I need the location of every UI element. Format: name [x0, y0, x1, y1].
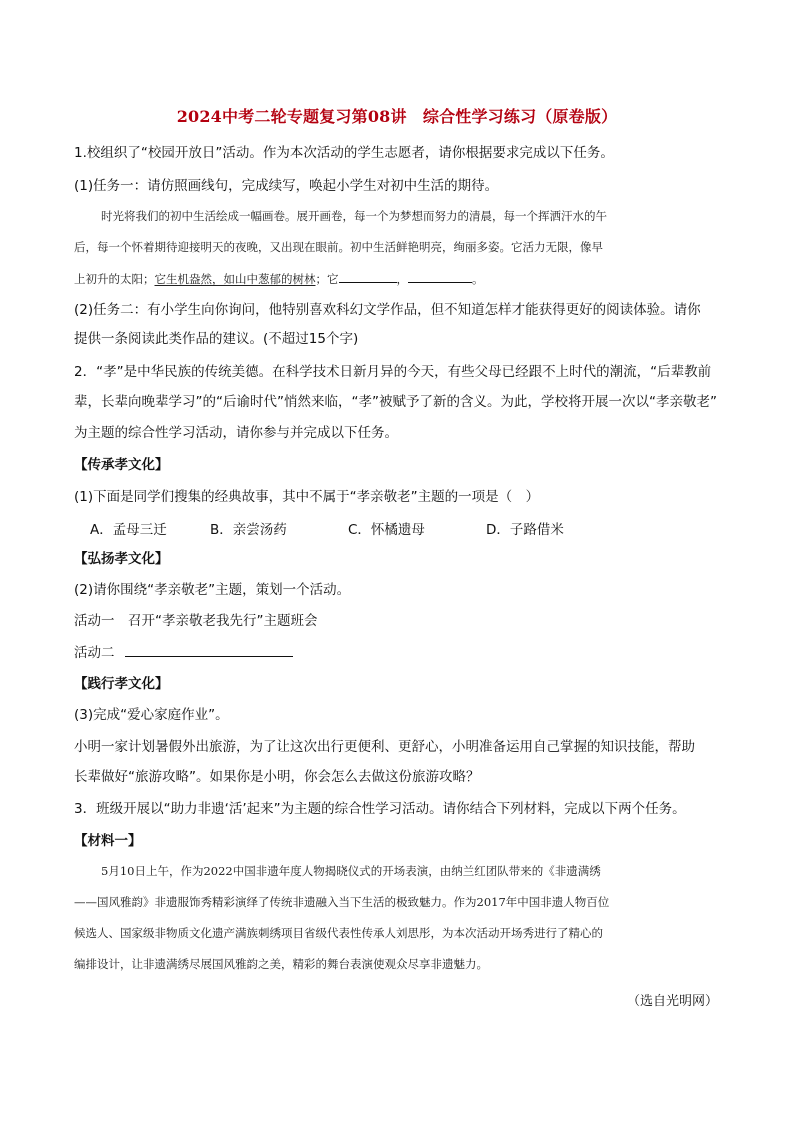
q1-passage-line-2: 后，每一个怀着期待迎接明天的夜晚，又出现在眼前。初中生活鲜艳明亮，绚丽多姿。它活力无限，像早 — [74, 240, 603, 254]
activity-one: 活动一 召开“孝亲敬老我先行”主题班会 — [74, 613, 318, 629]
q3-intro: 3．班级开展以“助力非遗‘活’起来”为主题的综合性学习活动。请你结合下列材料，完成以下两个任务。 — [74, 801, 686, 817]
section-heading-inherit: 【传承孝文化】 — [74, 457, 169, 473]
q1-passage-line-1: 时光将我们的初中生活绘成一幅画卷。展开画卷，每一个为梦想而努力的清晨，每一个挥洒汗水的午 — [101, 209, 607, 223]
q1-task1: (1)任务一：请仿照画线句，完成续写，唤起小学生对初中生活的期待。 — [74, 178, 499, 194]
passage-text: 上初升的太阳； — [74, 272, 155, 286]
material-line-3: 候选人、国家级非物质文化遗产满族刺绣项目省级代表性传承人刘思彤，为本次活动开场秀进行了精心的 — [74, 926, 603, 940]
q2-sub2: (2)请你围绕“孝亲敬老”主题，策划一个活动。 — [74, 582, 351, 598]
option-c[interactable]: C．怀橘遗母 — [348, 522, 425, 538]
material-one-heading: 【材料一】 — [74, 833, 142, 849]
q2-intro-line-2: 辈，长辈向晚辈学习”的“后谕时代”悄然来临，“孝”被赋予了新的含义。为此，学校将开展一次以“孝亲敬老” — [74, 394, 717, 410]
material-line-4: 编排设计，让非遗满绣尽展国风雅韵之美，精彩的舞台表演使观众尽享非遗魅力。 — [74, 957, 488, 971]
activity-two-label: 活动二 — [74, 645, 115, 661]
q2-intro-line-3: 为主题的综合性学习活动，请你参与并完成以下任务。 — [74, 425, 398, 441]
answer-blank-1[interactable] — [339, 269, 397, 283]
passage-text: 。 — [472, 272, 484, 286]
material-line-2: ——国风雅韵》非遗服饰秀精彩演绎了传统非遗融入当下生活的极致魅力。作为2017年中国非遗人物百位 — [74, 895, 610, 909]
activity-two — [74, 643, 293, 663]
q2-sub3-text-line-1: 小明一家计划暑假外出旅游，为了让这次出行更便利、更舒心，小明准备运用自己掌握的知识技能，帮助 — [74, 739, 695, 755]
material-line-1: 5月10日上午，作为2022中国非遗年度人物揭晓仪式的开场表演，由纳兰红团队带来的《非遗满绣 — [101, 864, 601, 878]
section-heading-promote: 【弘扬孝文化】 — [74, 551, 169, 567]
q1-intro: 1.校组织了“校园开放日”活动。作为本次活动的学生志愿者，请你根据要求完成以下任务。 — [74, 145, 614, 161]
material-source: （选自光明网） — [626, 994, 718, 1009]
q1-passage-line-3 — [74, 269, 484, 288]
section-heading-practice: 【践行孝文化】 — [74, 676, 169, 692]
underlined-sentence: 它生机盎然，如山中葱郁的树林 — [154, 272, 316, 286]
option-b[interactable]: B．亲尝汤药 — [210, 522, 287, 538]
q2-sub1: (1)下面是同学们搜集的经典故事，其中不属于“孝亲敬老”主题的一项是（ ） — [74, 489, 540, 505]
passage-text: ， — [396, 272, 408, 286]
q1-task2-line-1: (2)任务二：有小学生向你询问，他特别喜欢科幻文学作品，但不知道怎样才能获得更好的阅读体验。请你 — [74, 302, 701, 318]
activity-two-blank[interactable] — [125, 643, 293, 657]
document-title: 2024中考二轮专题复习第08讲 综合性学习练习（原卷版） — [176, 107, 618, 126]
q2-sub3: (3)完成“爱心家庭作业”。 — [74, 707, 229, 723]
q2-sub3-text-line-2: 长辈做好“旅游攻略”。如果你是小明，你会怎么去做这份旅游攻略？ — [74, 769, 480, 785]
q1-task2-line-2: 提供一条阅读此类作品的建议。(不超过15个字) — [74, 331, 359, 347]
answer-blank-2[interactable] — [408, 269, 472, 283]
option-d[interactable]: D．子路借米 — [486, 522, 564, 538]
q2-intro-line-1: 2．“孝”是中华民族的传统美德。在科学技术日新月异的今天，有些父母已经跟不上时代的潮流，“后辈教前 — [74, 364, 712, 380]
passage-text: ；它 — [315, 272, 339, 286]
option-a[interactable]: A．孟母三迁 — [90, 522, 167, 538]
